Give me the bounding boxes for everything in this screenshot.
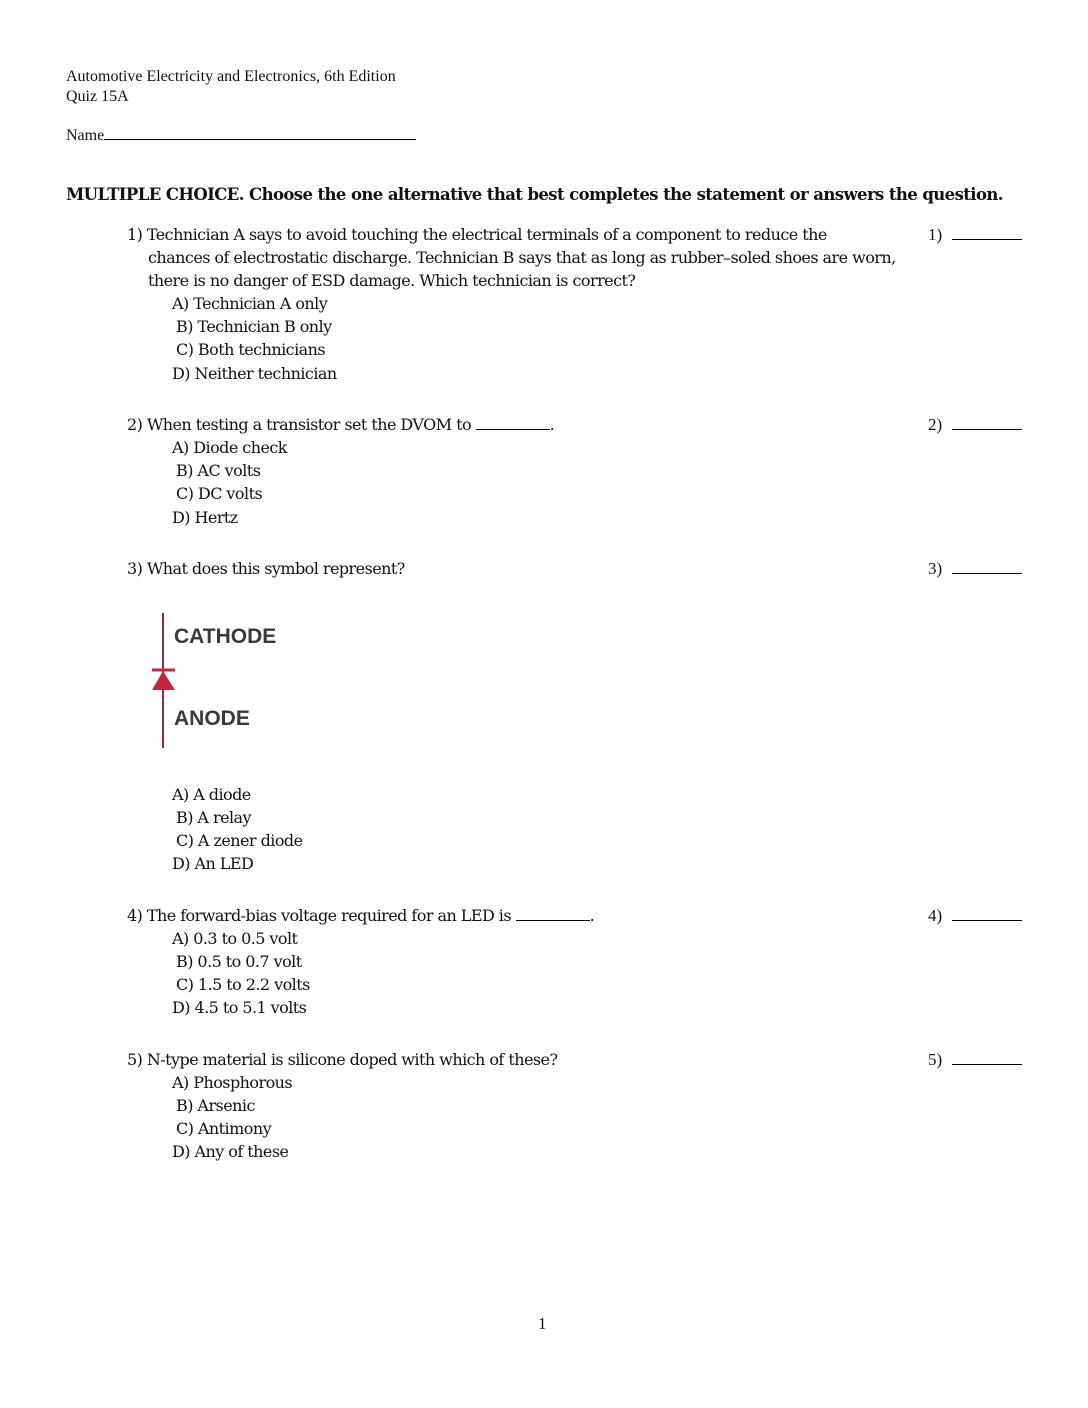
q3-option-c[interactable]: C) A zener diode [176,831,303,850]
q4-option-b[interactable]: B) 0.5 to 0.7 volt [176,952,302,971]
q5-option-c[interactable]: C) Antimony [176,1119,272,1138]
cathode-label: CATHODE [174,625,277,648]
answer-blank-4[interactable] [928,906,1022,926]
q3-option-d[interactable]: D) An LED [172,854,254,873]
anode-label: ANODE [174,707,250,730]
question-2 [127,413,917,436]
answer-line-2[interactable] [952,417,1022,430]
answer-line-4[interactable] [952,908,1022,921]
question-1-line-3: there is no danger of ESD damage. Which technician is correct? [148,271,636,290]
q1-option-a[interactable]: A) Technician A only [172,294,328,313]
q3-option-b[interactable]: B) A relay [176,808,252,827]
question-1-line-2: chances of electrostatic discharge. Technician B says that as long as rubber–soled shoes are worn, [148,248,896,267]
q2-option-d[interactable]: D) Hertz [172,508,238,527]
question-2-fill-blank [476,417,550,430]
page-number: 1 [538,1314,547,1333]
answer-line-1[interactable] [952,227,1022,240]
name-label: Name [66,127,105,144]
q1-option-c[interactable]: C) Both technicians [176,340,326,359]
quiz-label: Quiz 15A [66,88,129,105]
instructions: MULTIPLE CHOICE. Choose the one alternative that best completes the statement or answers the question. [66,185,1003,204]
answer-number-4: 4) [928,906,943,925]
answer-number-5: 5) [928,1050,943,1069]
q2-option-a[interactable]: A) Diode check [172,438,287,457]
answer-blank-3[interactable] [928,559,1022,579]
question-4-fill-blank [516,908,590,921]
answer-number-3: 3) [928,559,943,578]
answer-line-3[interactable] [952,561,1022,574]
question-1-line-1: 1) Technician A says to avoid touching the electrical terminals of a component to reduce the [127,225,827,244]
question-3: 3) What does this symbol represent? [127,559,405,578]
question-4-text: 4) The forward-bias voltage required for an LED is [127,906,516,925]
q3-option-a[interactable]: A) A diode [172,785,251,804]
question-2-text: 2) When testing a transistor set the DVOM to [127,415,476,434]
answer-number-2: 2) [928,415,943,434]
question-1 [127,223,917,292]
answer-blank-1[interactable] [928,225,1022,245]
question-5: 5) N-type material is silicone doped with which of these? [127,1050,558,1069]
name-field[interactable] [66,125,416,146]
answer-blank-2[interactable] [928,415,1022,435]
diode-anode-triangle [152,671,175,690]
question-2-period: . [549,415,555,434]
answer-blank-5[interactable] [928,1050,1022,1070]
q5-option-b[interactable]: B) Arsenic [176,1096,255,1115]
q1-option-d[interactable]: D) Neither technician [172,364,337,383]
answer-number-1: 1) [928,225,943,244]
name-blank[interactable] [104,125,416,140]
q4-option-c[interactable]: C) 1.5 to 2.2 volts [176,975,310,994]
q5-option-a[interactable]: A) Phosphorous [172,1073,293,1092]
q4-option-a[interactable]: A) 0.3 to 0.5 volt [172,929,298,948]
q4-option-d[interactable]: D) 4.5 to 5.1 volts [172,998,307,1017]
q2-option-b[interactable]: B) AC volts [176,461,261,480]
question-4-period: . [589,906,595,925]
q5-option-d[interactable]: D) Any of these [172,1142,289,1161]
diode-symbol-figure [148,608,308,753]
q2-option-c[interactable]: C) DC volts [176,484,263,503]
q1-option-b[interactable]: B) Technician B only [176,317,332,336]
question-4 [127,904,917,927]
answer-line-5[interactable] [952,1052,1022,1065]
document-title: Automotive Electricity and Electronics, 6th Edition [66,68,396,85]
